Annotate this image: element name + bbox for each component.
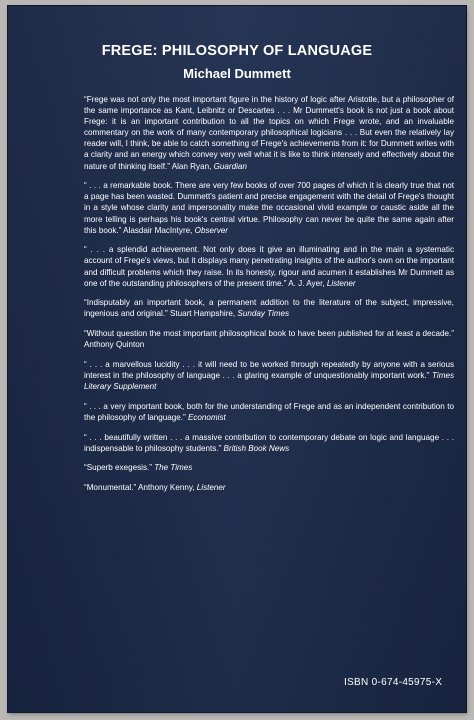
quote-text: “Frege was not only the most important figure in the history of logic after Aristotle, but a philosopher of the same importance as Kant, Leibnitz or Descartes . . . Mr Dummett's book is not just a book about Frege: it is an important contribution to all the topics on which Frege wrote, and an invaluable commentary on the work of many contemporary philosophical logicians . . . But even the relatively lay reader will, I think, be able to catch something of Frege's achievements from it: for Dummett writes with a clarity and an energy which convey very well what it is like to think intensely and effectively about the nature of thinking itself.” Alan Ryan, [84,95,454,171]
quote-text: “Superb exegesis.” [84,463,152,473]
quote-text: “ . . . a very important book, both for the understanding of Frege and as an independent contribution to the philosophy of language.” [84,401,454,422]
quote-source: Observer [194,225,228,235]
quote-source: Times Literary Supplement [84,370,454,392]
quote-text: “ . . . a splendid achievement. Not only does it give an illuminating and in the main a systematic account of Frege's views, but it displays many penetrating insights of the author's own on the important and difficult problems which they raise. In its honesty, rigour and acumen it establishes Mr Dummett as one of the outstanding philosophers of the present time.” A. J. Ayer, [84,245,454,288]
quote-source: British Book News [223,443,290,453]
quote-source: The Times [154,463,193,473]
review-quote [84,462,454,473]
quote-text: “ . . . a remarkable book. There are very few books of over 700 pages of which it is clearly true that not a page has been wasted. Dummett's patient and precise engagement with the detail of Frege's thought in a style whose clarity and impersonality make the occasional vivid example or caustic aside all the more telling is perhaps his book's central virtue. Philosophy can never be quite the same again after this book.” Alasdair MacIntyre, [84,181,454,235]
review-quote [84,94,454,172]
review-quote [84,180,454,235]
quote-text: “ . . . a marvellous lucidity . . . it will need to be worked through repeatedly by anyone with a serious interest in the philosophy of language . . . a glaring example of unquestionably important work.” [84,359,454,380]
review-quote [84,482,454,493]
quote-text: “ . . . beautifully written . . . a massive contribution to contemporary debate on logic and language . . . indispensable to philosophy students.” [84,432,454,453]
review-quote [84,328,454,350]
quote-text: “Indisputably an important book, a permanent addition to the literature of the subject, impressive, ingenious and original.” Stuart Hampshire, [84,298,454,319]
book-author: Michael Dummett [183,66,291,81]
review-quote [84,359,454,392]
isbn-number: ISBN 0-674-45975-X [344,677,443,688]
quote-source: Sunday Times [237,309,290,319]
review-quote [84,297,454,319]
book-back-cover [8,6,466,712]
quote-source: Listener [326,278,356,288]
quote-source: Guardian [213,161,247,171]
review-quote [84,244,454,288]
review-quote [84,401,454,423]
review-quote [84,432,454,454]
quote-text: “Without question the most important philosophical book to have been published for at least a decade.” Anthony Quinton [84,329,454,350]
quote-source: Listener [196,482,226,492]
quote-text: “Monumental.” Anthony Kenny, [84,482,195,492]
book-title: FREGE: PHILOSOPHY OF LANGUAGE [101,43,373,59]
quote-source: Economist [187,412,226,422]
review-quotes [84,94,454,502]
